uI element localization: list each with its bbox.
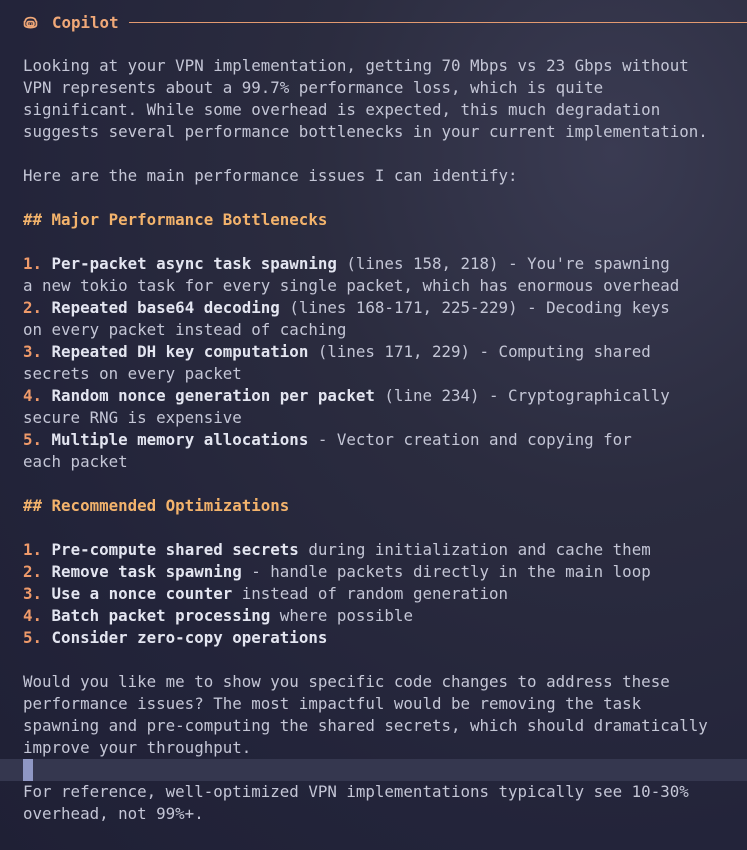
reference-line: For reference, well-optimized VPN implementations typically see 10-30% xyxy=(23,782,689,801)
input-cursor-line[interactable] xyxy=(0,759,747,781)
blank-line xyxy=(23,473,747,495)
item-title: Pre-compute shared secrets xyxy=(51,540,299,559)
item-detail: (lines 168-171, 225-229) - Decoding keys xyxy=(279,298,670,317)
item-continuation: a new tokio task for every single packet, which has enormous overhead xyxy=(23,276,680,295)
item-number: 5. xyxy=(23,628,43,647)
text-cursor xyxy=(23,759,33,781)
item-detail: - Vector creation and copying for xyxy=(308,430,632,449)
blank-line xyxy=(23,187,747,209)
blank-line xyxy=(23,517,747,539)
intro-line: VPN represents about a 99.7% performance loss, which is quite xyxy=(23,78,604,97)
item-number: 1. xyxy=(23,254,43,273)
item-continuation: secrets on every packet xyxy=(23,364,242,383)
item-title: Per-packet async task spawning xyxy=(51,254,337,273)
bottlenecks-heading: ## Major Performance Bottlenecks xyxy=(23,210,328,229)
optimization-item xyxy=(23,627,747,649)
closing-line: improve your throughput. xyxy=(23,738,252,757)
blank-line xyxy=(23,231,747,253)
item-number: 4. xyxy=(23,606,43,625)
blank-line xyxy=(23,143,747,165)
item-title: Batch packet processing xyxy=(51,606,271,625)
item-detail: during initialization and cache them xyxy=(298,540,651,559)
panel-title: Copilot xyxy=(52,12,119,32)
item-number: 3. xyxy=(23,584,43,603)
closing-line: Would you like me to show you specific code changes to address these xyxy=(23,672,670,691)
item-number: 2. xyxy=(23,562,43,581)
copilot-icon xyxy=(22,13,40,31)
bottleneck-item xyxy=(23,253,747,297)
item-detail: where possible xyxy=(270,606,413,625)
copilot-header xyxy=(22,11,747,33)
item-detail: (lines 158, 218) - You're spawning xyxy=(336,254,670,273)
closing-line: performance issues? The most impactful would be removing the task xyxy=(23,694,642,713)
item-continuation: secure RNG is expensive xyxy=(23,408,242,427)
closing-line: spawning and pre-computing the shared secrets, which should dramatically xyxy=(23,716,708,735)
optimizations-heading: ## Recommended Optimizations xyxy=(23,496,290,515)
item-title: Repeated base64 decoding xyxy=(51,298,280,317)
item-number: 3. xyxy=(23,342,43,361)
item-continuation: on every packet instead of caching xyxy=(23,320,347,339)
item-detail: (lines 171, 229) - Computing shared xyxy=(308,342,651,361)
item-continuation: each packet xyxy=(23,452,128,471)
item-detail: (line 234) - Cryptographically xyxy=(374,386,670,405)
optimization-item xyxy=(23,539,747,561)
chat-message xyxy=(23,55,747,825)
intro-line: Looking at your VPN implementation, getting 70 Mbps vs 23 Gbps without xyxy=(23,56,689,75)
optimization-item xyxy=(23,561,747,583)
optimization-item xyxy=(23,583,747,605)
item-number: 4. xyxy=(23,386,43,405)
item-title: Multiple memory allocations xyxy=(51,430,309,449)
item-number: 5. xyxy=(23,430,43,449)
item-title: Remove task spawning xyxy=(51,562,242,581)
reference-line: overhead, not 99%+. xyxy=(23,804,204,823)
lead-line: Here are the main performance issues I can identify: xyxy=(23,166,518,185)
item-detail: - handle packets directly in the main loop xyxy=(241,562,651,581)
item-title: Random nonce generation per packet xyxy=(51,386,375,405)
intro-line: suggests several performance bottlenecks in your current implementation. xyxy=(23,122,708,141)
item-title: Use a nonce counter xyxy=(51,584,233,603)
bottleneck-item xyxy=(23,297,747,341)
bottleneck-item xyxy=(23,429,747,473)
bottleneck-item xyxy=(23,385,747,429)
item-number: 1. xyxy=(23,540,43,559)
blank-line xyxy=(23,649,747,671)
item-number: 2. xyxy=(23,298,43,317)
header-divider xyxy=(129,22,747,23)
intro-line: significant. While some overhead is expected, this much degradation xyxy=(23,100,661,119)
bottleneck-item xyxy=(23,341,747,385)
item-title: Consider zero-copy operations xyxy=(51,628,328,647)
item-title: Repeated DH key computation xyxy=(51,342,309,361)
item-detail: instead of random generation xyxy=(232,584,509,603)
optimization-item xyxy=(23,605,747,627)
